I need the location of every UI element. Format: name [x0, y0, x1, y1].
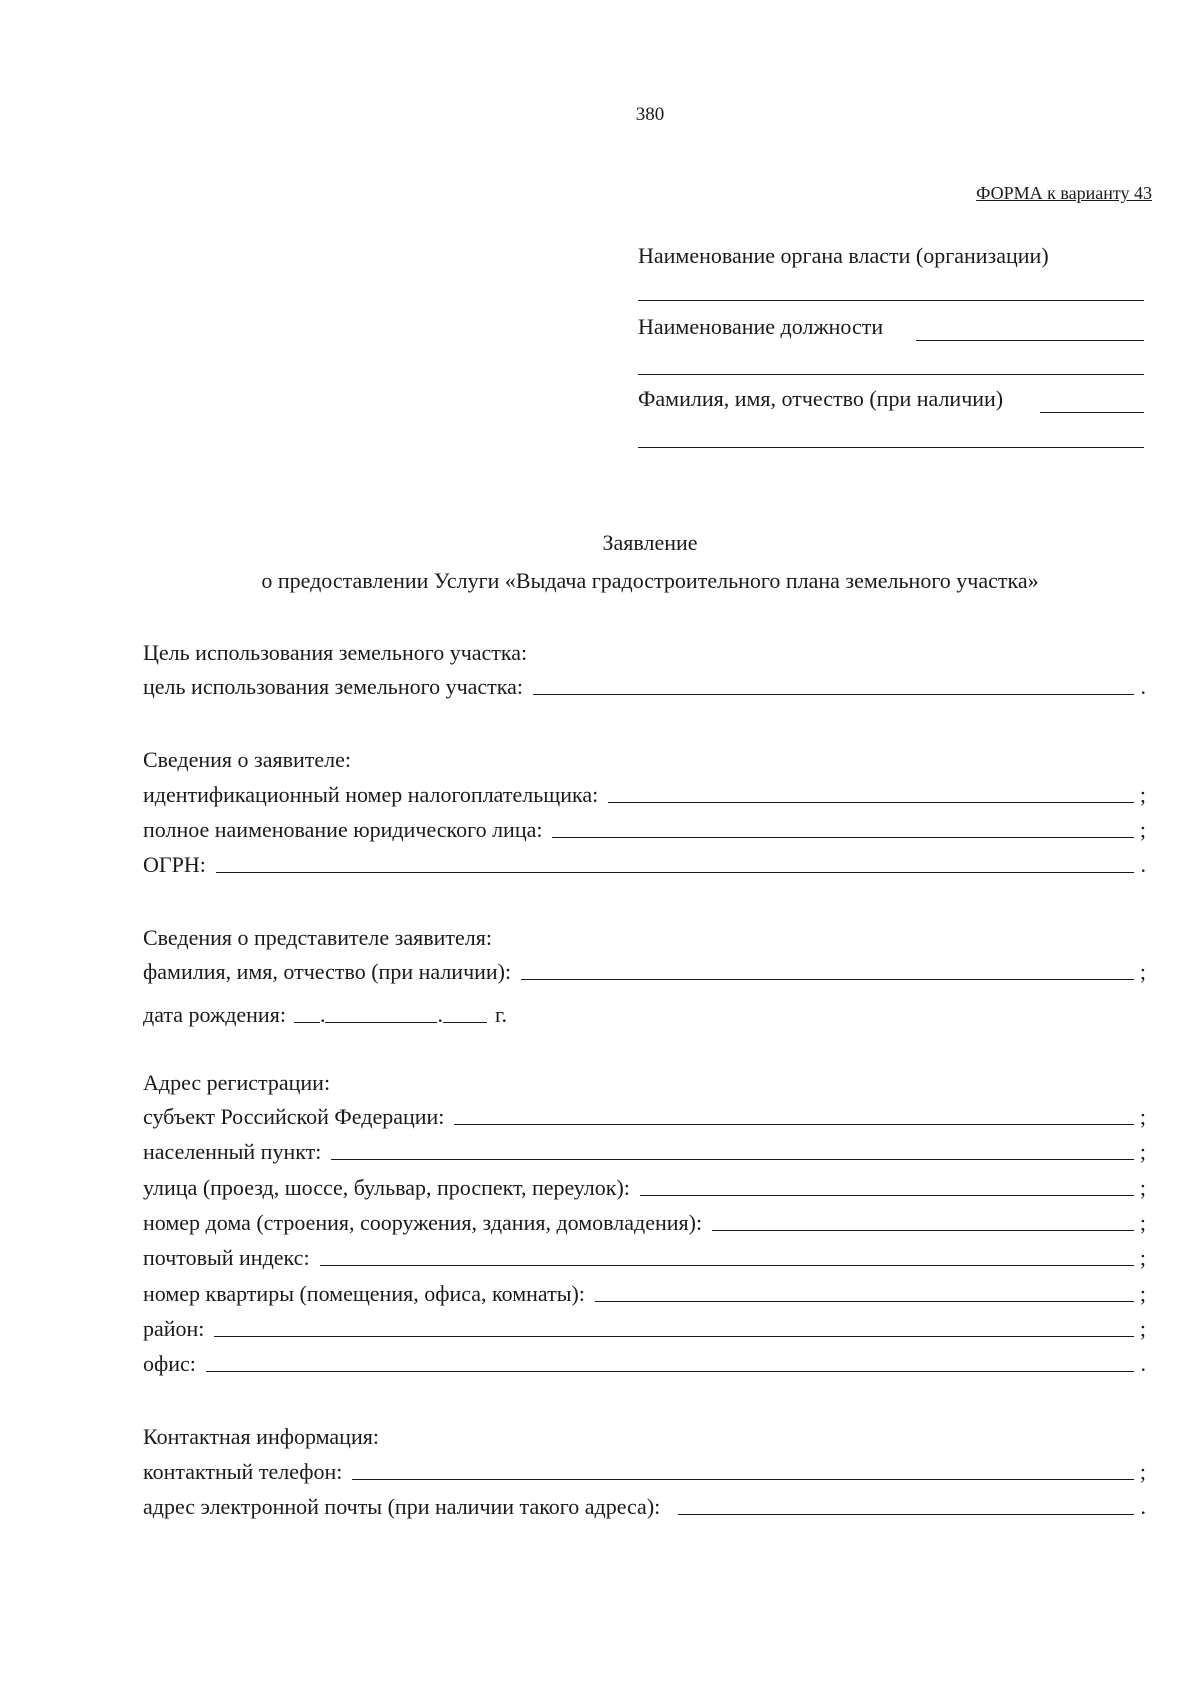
position-name-field[interactable] [916, 340, 1144, 341]
field-label: офис: [143, 1351, 196, 1376]
postal-code-field[interactable] [320, 1265, 1134, 1266]
field-punct: ; [1139, 1459, 1146, 1484]
field-punct: ; [1139, 1104, 1146, 1129]
field-row-locality [143, 1135, 1146, 1165]
street-field[interactable] [640, 1195, 1134, 1196]
full-name-field[interactable] [1040, 412, 1144, 413]
field-row-office [143, 1347, 1146, 1377]
field-punct: . [1140, 852, 1146, 877]
field-label: номер дома (строения, сооружения, здания, домовладения): [143, 1210, 703, 1235]
section-title-applicant: Сведения о заявителе: [143, 747, 352, 772]
page-number: 380 [635, 104, 665, 125]
field-label: населенный пункт: [143, 1139, 322, 1164]
field-punct: ; [1139, 1175, 1146, 1200]
birth-month-field[interactable] [325, 1022, 437, 1023]
field-row-land-use-purpose [143, 670, 1146, 700]
field-label: улица (проезд, шоссе, бульвар, проспект, переулок): [143, 1175, 630, 1200]
document-subtitle: о предоставлении Услуги «Выдача градостроительного плана земельного участка» [261, 568, 1039, 593]
full-name-label: Фамилия, имя, отчество (при наличии) [638, 386, 1004, 411]
document-title: Заявление [602, 530, 698, 555]
field-punct: ; [1139, 782, 1146, 807]
section-title-address: Адрес регистрации: [143, 1070, 331, 1095]
district-field[interactable] [214, 1336, 1134, 1337]
field-row-legal-entity-name [143, 813, 1146, 843]
field-label: адрес электронной почты (при наличии такого адреса): [143, 1494, 661, 1519]
field-punct: . [1140, 674, 1146, 699]
ogrn-field[interactable] [216, 872, 1134, 873]
field-label: фамилия, имя, отчество (при наличии): [143, 959, 512, 984]
birth-date-separator: . [437, 1002, 443, 1027]
field-punct: ; [1139, 1245, 1146, 1270]
field-row-house-number [143, 1206, 1146, 1236]
field-label: идентификационный номер налогоплательщика: [143, 782, 599, 807]
birth-year-field[interactable] [443, 1022, 487, 1023]
birth-date-separator: . [319, 1002, 326, 1027]
inn-field[interactable] [608, 802, 1134, 803]
field-punct: ; [1139, 1316, 1146, 1341]
field-punct: ; [1139, 817, 1146, 842]
field-row-birth-date [143, 998, 507, 1028]
federal-subject-field[interactable] [454, 1124, 1134, 1125]
locality-field[interactable] [331, 1159, 1134, 1160]
position-name-field-continued[interactable] [638, 374, 1144, 375]
full-name-field-continued[interactable] [638, 447, 1144, 448]
apartment-number-field[interactable] [595, 1301, 1134, 1302]
field-label: район: [143, 1316, 205, 1341]
field-row-street [143, 1171, 1146, 1201]
field-punct: ; [1139, 1210, 1146, 1235]
form-reference: ФОРМА к варианту 43 [976, 183, 1152, 203]
section-title-contact: Контактная информация: [143, 1424, 379, 1449]
house-number-field[interactable] [712, 1230, 1134, 1231]
phone-field[interactable] [352, 1479, 1134, 1480]
position-name-label: Наименование должности [638, 314, 884, 339]
field-label: ОГРН: [143, 852, 206, 877]
field-row-phone [143, 1455, 1146, 1485]
section-title-representative: Сведения о представителе заявителя: [143, 925, 492, 950]
authority-name-field[interactable] [638, 300, 1144, 301]
field-punct: . [1140, 1351, 1146, 1376]
birth-year-suffix: г. [494, 1002, 507, 1027]
email-field[interactable] [678, 1514, 1134, 1515]
field-row-district [143, 1312, 1146, 1342]
field-row-email [143, 1490, 1146, 1520]
section-title-purpose: Цель использования земельного участка: [143, 640, 528, 665]
legal-entity-name-field[interactable] [552, 837, 1134, 838]
land-use-purpose-field[interactable] [533, 694, 1134, 695]
authority-name-label: Наименование органа власти (организации) [638, 243, 1049, 268]
field-row-federal-subject [143, 1100, 1146, 1130]
field-row-apartment-number [143, 1277, 1146, 1307]
field-row-postal-code [143, 1241, 1146, 1271]
field-punct: ; [1139, 1281, 1146, 1306]
field-punct: ; [1139, 1139, 1146, 1164]
representative-name-field[interactable] [521, 979, 1134, 980]
birth-day-field[interactable] [294, 1022, 320, 1023]
field-row-inn [143, 778, 1146, 808]
field-punct: ; [1139, 959, 1146, 984]
field-label: почтовый индекс: [143, 1245, 310, 1270]
field-row-ogrn [143, 848, 1146, 878]
office-field[interactable] [206, 1371, 1134, 1372]
birth-date-label: дата рождения: [143, 1002, 286, 1027]
field-label: субъект Российской Федерации: [143, 1104, 445, 1129]
field-label: полное наименование юридического лица: [143, 817, 543, 842]
field-label: цель использования земельного участка: [143, 674, 524, 699]
field-label: номер квартиры (помещения, офиса, комнаты): [143, 1281, 585, 1306]
field-punct: . [1140, 1494, 1146, 1519]
field-label: контактный телефон: [143, 1459, 343, 1484]
field-row-representative-name [143, 955, 1146, 985]
